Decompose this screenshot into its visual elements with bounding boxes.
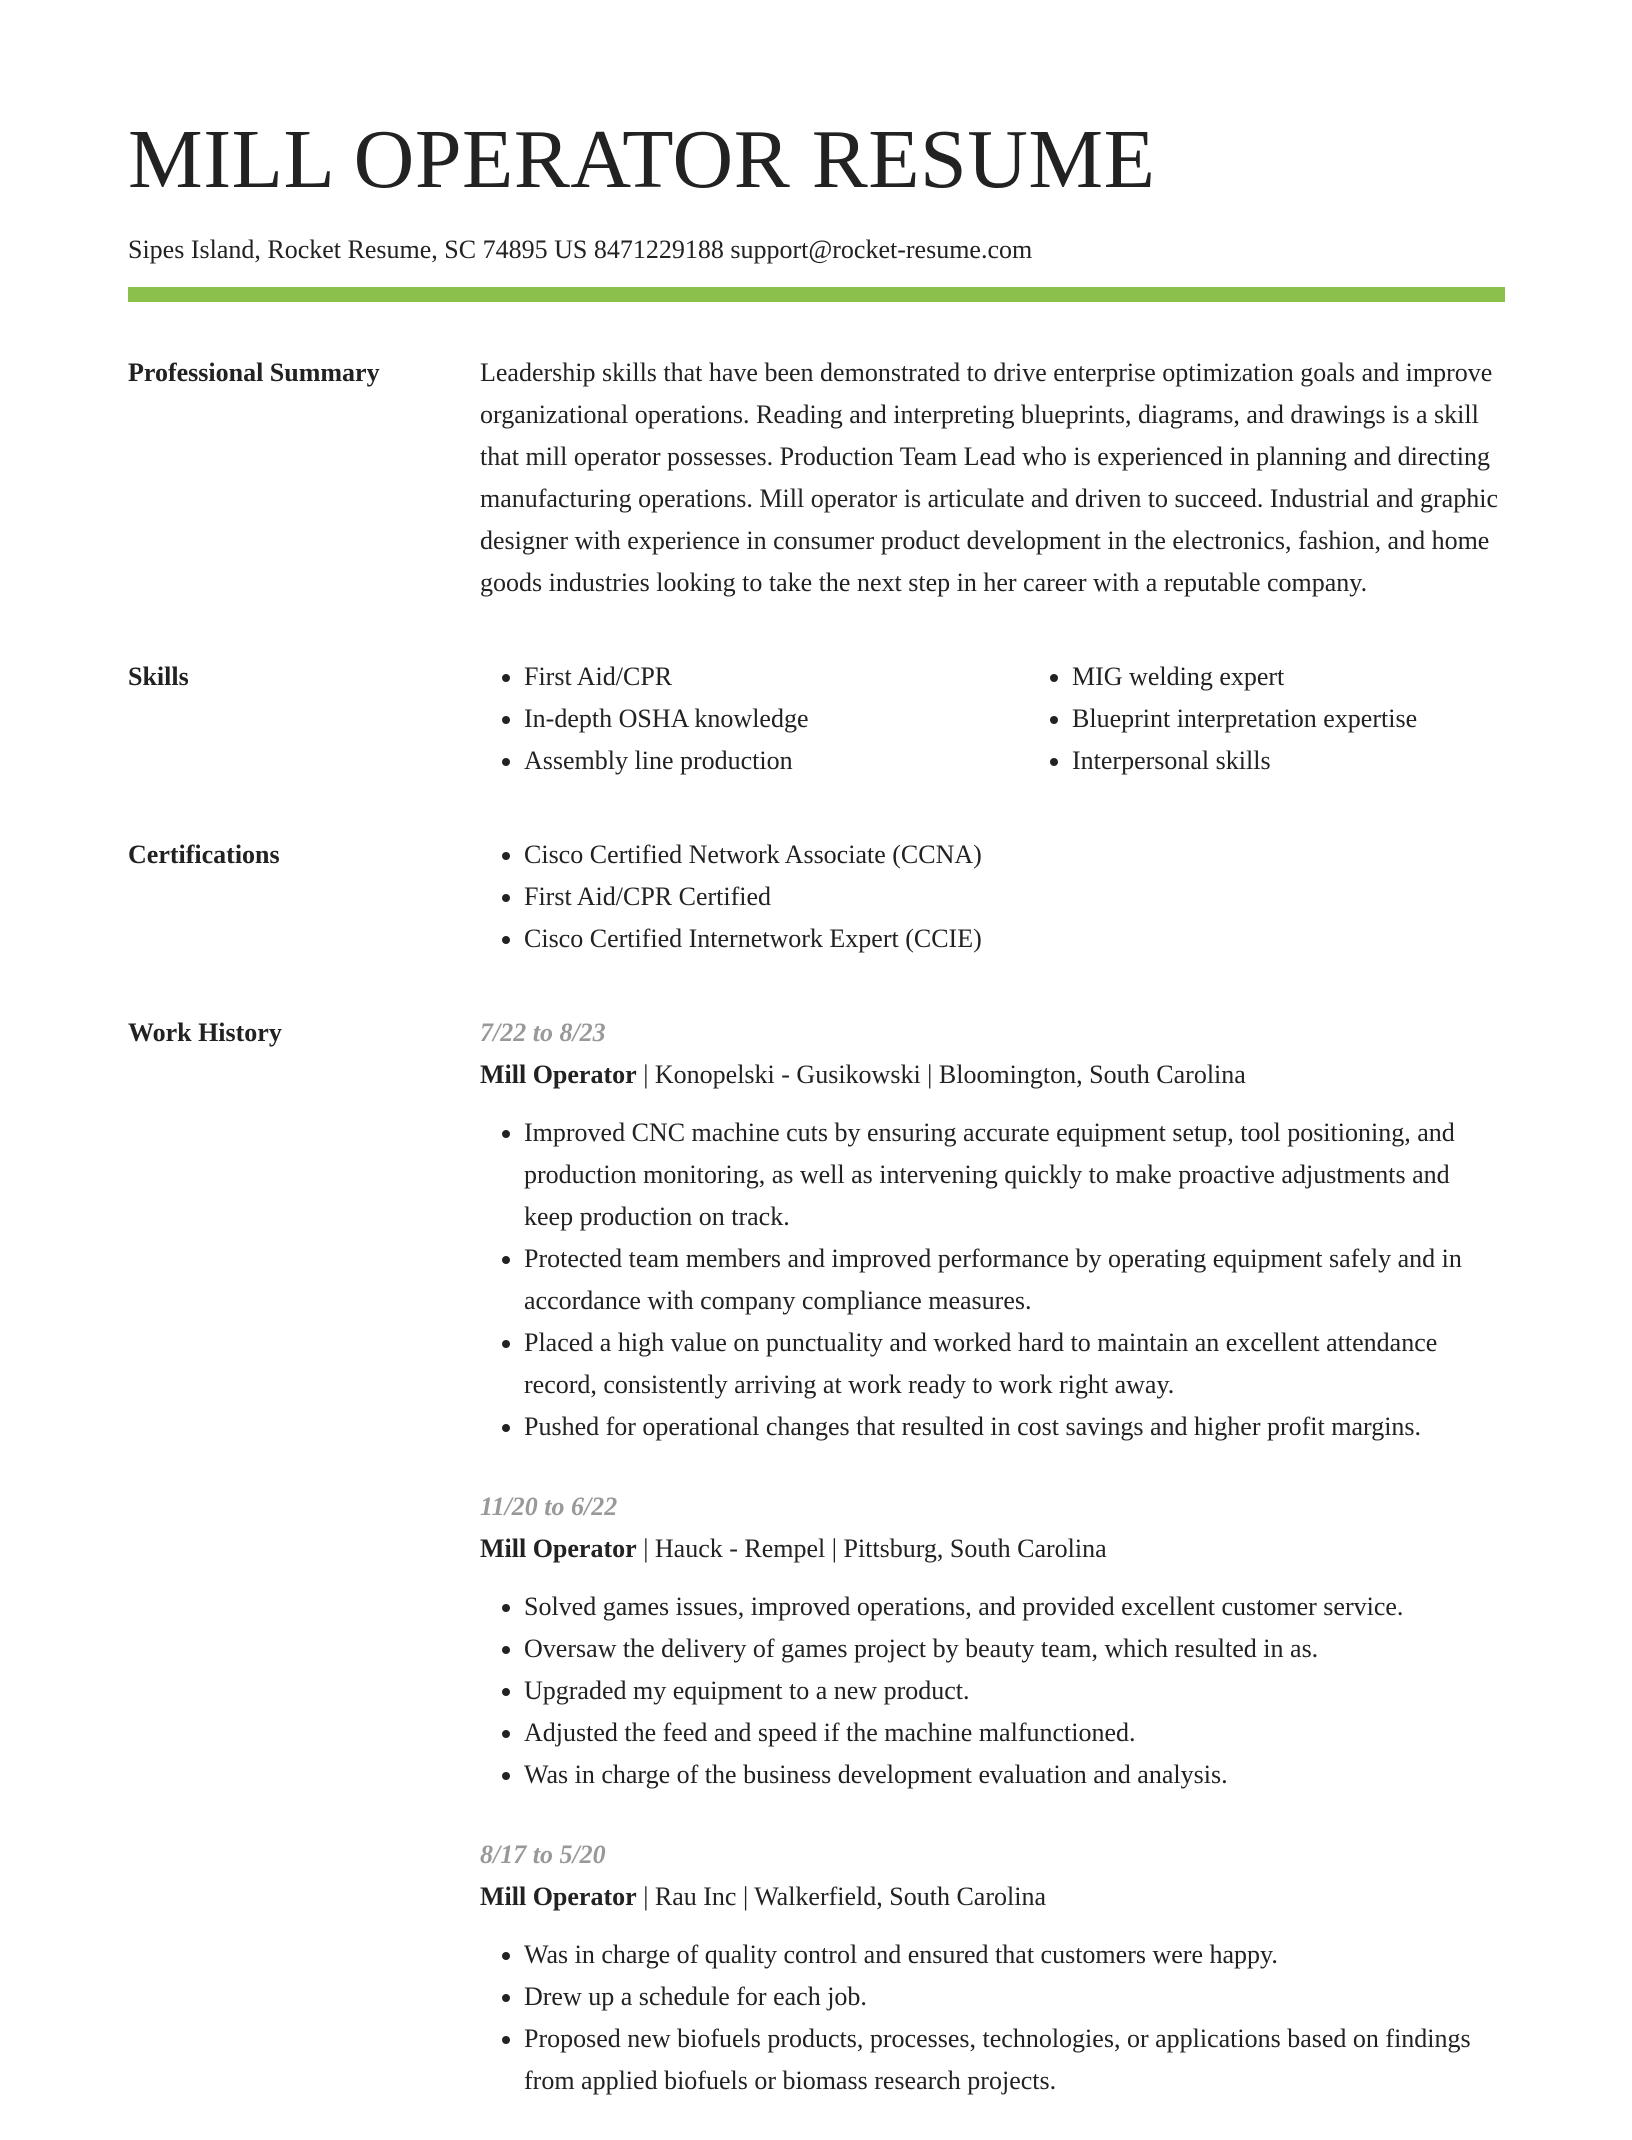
- work-history-body: [480, 1012, 1505, 2140]
- job-entry: [480, 1486, 1505, 1796]
- job-bullet: • Oversaw the delivery of games project by beauty team, which resulted in as.: [524, 1628, 1505, 1670]
- job-dates: 8/17 to 5/20: [480, 1840, 606, 1869]
- job-title: Mill Operator: [480, 1882, 637, 1911]
- certifications-section: [128, 834, 1505, 960]
- certification-item: • First Aid/CPR Certified: [524, 876, 1505, 918]
- skills-label: Skills: [128, 662, 189, 691]
- skill-item: • Blueprint interpretation expertise: [1072, 698, 1576, 740]
- skill-item: • In-depth OSHA knowledge: [524, 698, 1028, 740]
- job-bullet: • Pushed for operational changes that resulted in cost savings and higher profit margins.: [524, 1406, 1505, 1448]
- job-bullets: [480, 1586, 1505, 1796]
- skills-list-left: [480, 656, 1028, 782]
- certification-item: • Cisco Certified Internetwork Expert (CCIE): [524, 918, 1505, 960]
- skill-item: • First Aid/CPR: [524, 656, 1028, 698]
- job-bullet: • Was in charge of quality control and ensured that customers were happy.: [524, 1934, 1505, 1976]
- skills-section: [128, 656, 1505, 782]
- job-bullet: • Improved CNC machine cuts by ensuring accurate equipment setup, tool positioning, and production monitoring, as well as intervening quickly to make proactive adjustments and keep production on track.: [524, 1112, 1505, 1238]
- job-heading: [480, 1876, 1505, 1918]
- skill-item: • MIG welding expert: [1072, 656, 1576, 698]
- job-bullets: [480, 1112, 1505, 1448]
- summary-body: [480, 352, 1505, 604]
- skill-item: • Interpersonal skills: [1072, 740, 1576, 782]
- certifications-body: [480, 834, 1505, 960]
- job-title: Mill Operator: [480, 1534, 637, 1563]
- summary-text: Leadership skills that have been demonstrated to drive enterprise optimization goals and improve organizational operations. Reading and interpreting blueprints, diagrams, and drawings is a skill that mill operator possesses. Production Team Lead who is experienced in planning and directing manufacturing operations. Mill operator is articulate and driven to succeed. Industrial and graphic designer with experience in consumer product development in the electronics, fashion, and home goods industries looking to take the next step in her career with a reputable company.: [480, 358, 1498, 597]
- job-entry: [480, 1834, 1505, 2102]
- job-details: | Rau Inc | Walkerfield, South Carolina: [636, 1882, 1046, 1911]
- work-history-label: Work History: [128, 1018, 282, 1047]
- accent-divider: [128, 287, 1505, 302]
- job-entry: [480, 1012, 1505, 1448]
- job-bullet: • Was in charge of the business development evaluation and analysis.: [524, 1754, 1505, 1796]
- job-bullet: • Protected team members and improved performance by operating equipment safely and in accordance with company compliance measures.: [524, 1238, 1505, 1322]
- certification-item: • Cisco Certified Network Associate (CCNA): [524, 834, 1505, 876]
- job-bullets: [480, 1934, 1505, 2102]
- summary-label: Professional Summary: [128, 358, 380, 387]
- skill-item: • Assembly line production: [524, 740, 1028, 782]
- job-heading: [480, 1054, 1505, 1096]
- job-bullet: • Placed a high value on punctuality and worked hard to maintain an excellent attendance record, consistently arriving at work ready to work right away.: [524, 1322, 1505, 1406]
- job-bullet: • Adjusted the feed and speed if the machine malfunctioned.: [524, 1712, 1505, 1754]
- job-bullet: • Solved games issues, improved operations, and provided excellent customer service.: [524, 1586, 1505, 1628]
- summary-section: [128, 352, 1505, 604]
- job-bullet: • Upgraded my equipment to a new product.: [524, 1670, 1505, 1712]
- work-history-section: [128, 1012, 1505, 2140]
- resume-title: MILL OPERATOR RESUME: [128, 113, 1156, 206]
- job-title: Mill Operator: [480, 1060, 637, 1089]
- contact-line: Sipes Island, Rocket Resume, SC 74895 US 8471229188 support@rocket-resume.com: [128, 235, 1033, 264]
- job-details: | Hauck - Rempel | Pittsburg, South Carolina: [636, 1534, 1107, 1563]
- skills-list-right: [1028, 656, 1576, 782]
- certifications-list: [480, 834, 1505, 960]
- job-heading: [480, 1528, 1505, 1570]
- job-details: | Konopelski - Gusikowski | Bloomington, South Carolina: [636, 1060, 1246, 1089]
- job-dates: 11/20 to 6/22: [480, 1492, 618, 1521]
- job-dates: 7/22 to 8/23: [480, 1018, 606, 1047]
- skills-body: [480, 656, 1576, 782]
- job-bullet: • Drew up a schedule for each job.: [524, 1976, 1505, 2018]
- certifications-label: Certifications: [128, 840, 280, 869]
- job-bullet: • Proposed new biofuels products, processes, technologies, or applications based on findings from applied biofuels or biomass research projects.: [524, 2018, 1505, 2102]
